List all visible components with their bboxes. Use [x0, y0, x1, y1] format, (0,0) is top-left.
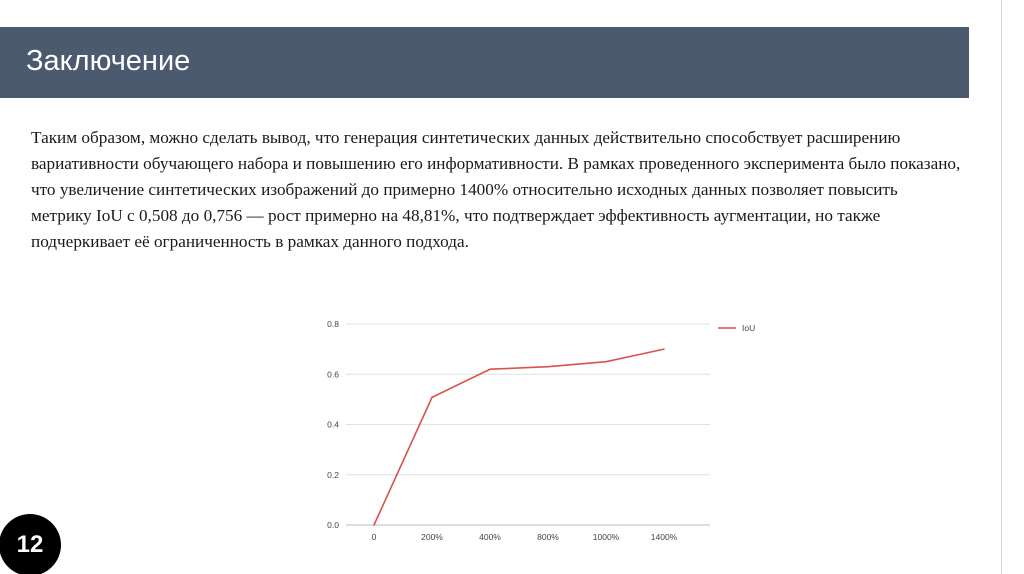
x-tick-label: 1400% — [650, 532, 678, 542]
data-point — [431, 397, 433, 399]
x-tick-label: 200% — [421, 532, 443, 542]
header-bar — [0, 27, 969, 98]
data-point — [663, 348, 665, 350]
data-point — [547, 366, 549, 368]
iou-line-chart — [300, 305, 780, 550]
series-line-iou — [374, 349, 664, 525]
y-tick-label: 0.8 — [327, 319, 339, 329]
y-tick-label: 0.4 — [327, 419, 339, 430]
x-tick-label: 800% — [537, 532, 559, 542]
page-number-badge: 12 — [0, 514, 61, 574]
y-tick-label: 0.2 — [327, 469, 339, 480]
legend-label: IoU — [742, 323, 756, 333]
x-tick-label: 0 — [371, 532, 377, 542]
x-tick-label: 1000% — [592, 532, 620, 542]
slide-frame-edge — [1001, 0, 1002, 574]
x-tick-label: 400% — [479, 532, 501, 542]
y-tick-label: 0.0 — [327, 520, 339, 530]
data-point — [605, 361, 607, 363]
data-point — [373, 524, 375, 526]
data-point — [489, 368, 491, 370]
body-paragraph: Таким образом, можно сделать вывод, что генерация синтетических данных действительно способствует расширению вариативности обучающего набора и повышению его информативности. В рамках проведенного эксперимента было показано, что увеличение синтетических изображений до примерно 1400% относительно исходных данных позволяет повысить метрику IoU с 0,508 до 0,756 — рост примерно на 48,81%, что подтверждает эффективность аугментации, но также подчеркивает её ограниченность в рамках данного подхода. — [31, 128, 961, 252]
slide-title: Заключение — [26, 45, 191, 77]
y-tick-label: 0.6 — [327, 369, 339, 380]
